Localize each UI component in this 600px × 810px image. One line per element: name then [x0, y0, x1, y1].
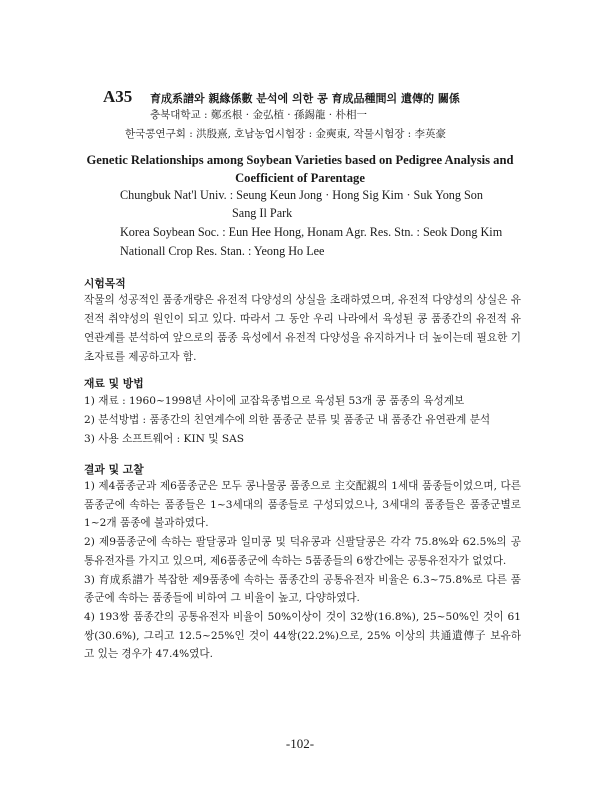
- english-title-line-1: Genetic Relationships among Soybean Varieties based on Pedigree Analysis and: [86, 153, 514, 167]
- english-title-line-2: Coefficient of Parentage: [235, 171, 365, 185]
- page-number: -102-: [285, 736, 315, 751]
- english-affiliation-line-3: Korea Soybean Soc. : Eun Hee Hong, Honam Agr. Res. Stn. : Seok Dong Kim: [120, 225, 503, 239]
- results-item-1: 1) 제4품종군과 제6품종군은 모두 콩나물콩 품종으로 主交配親의 1세대 품종들이었으며, 다른 품종군에 속하는 품종들은 1~3세대의 품종들로 구성되었으나, 3세대의 품종들은 품종군별로 1~2개 품종에 불과하였다.: [84, 480, 521, 530]
- methods-heading: 재료 및 방법: [84, 377, 144, 390]
- results-item-2: 2) 제9품종군에 속하는 팔달콩과 일미콩 및 덕유콩과 신팔달콩은 각각 75.8%와 62.5%의 공통유전자를 가지고 있으며, 제6품종군에 속하는 5품종들의 6쌍간에는 공통유전자가 없었다.: [84, 536, 521, 567]
- results-item-4: 4) 193쌍 품종간의 공통유전자 비율이 50%이상이 것이 32쌍(16.8%), 25~50%인 것이 61쌍(30.6%), 그리고 12.5~25%인 것이 44쌍(22.2%)으로, 25% 이상의 共通遺傳子 보유하고 있는 경우가 47.4%였다.: [84, 610, 521, 661]
- abstract-id: A35: [103, 87, 133, 106]
- objective-text: 작물의 성공적인 품종개량은 유전적 다양성의 상실을 초래하였으며, 유전적 다양성의 상실은 유전적 취약성의 원인이 되고 있다. 따라서 그 동안 우리 나라에서 육성된 콩 품종간의 유전적 유연관계를 분석하여 앞으로의 품종 육성에서 유전적 다양성을 유지하거나 더 높이는데 필요한 기초자료를 제공하고자 함.: [84, 294, 521, 363]
- english-affiliation-line-4: Nationall Crop Res. Stan. : Yeong Ho Lee: [120, 244, 325, 258]
- korean-authors-line-1: 충북대학교 : 鄭丞根 · 金弘植 · 孫錫龍 · 朴相一: [150, 109, 367, 121]
- results-item-3: 3) 育成系譜가 복잡한 제9품종에 속하는 품종간의 공통유전자 비율은 6.3~75.8%로 다른 품종군에 속하는 품종들에 비하여 그 비율이 높고, 다양하였다.: [84, 573, 521, 605]
- methods-item-2: 2) 분석방법 : 품종간의 친연계수에 의한 품종군 분류 및 품종군 내 품종간 유연관계 분석: [84, 414, 491, 426]
- methods-item-3: 3) 사용 소프트웨어 : KIN 및 SAS: [84, 433, 245, 445]
- korean-title: 育成系譜와 親緣係數 분석에 의한 콩 育成品種間의 遺傳的 關係: [150, 92, 460, 105]
- results-heading: 결과 및 고찰: [84, 463, 144, 476]
- objective-heading: 시험목적: [84, 277, 126, 290]
- methods-item-1: 1) 재료 : 1960~1998년 사이에 교잡육종법으로 육성된 53개 콩 품종의 육성계보: [84, 395, 465, 407]
- english-affiliation-line-2: Sang Il Park: [232, 206, 293, 220]
- korean-authors-line-2: 한국콩연구회 : 洪殷熹, 호남농업시험장 : 金奭東, 작물시험장 : 李英豪: [125, 128, 447, 140]
- english-affiliation-line-1: Chungbuk Nat'l Univ. : Seung Keun Jong · Hong Sig Kim · Suk Yong Son: [120, 188, 483, 202]
- results-list: [84, 477, 521, 664]
